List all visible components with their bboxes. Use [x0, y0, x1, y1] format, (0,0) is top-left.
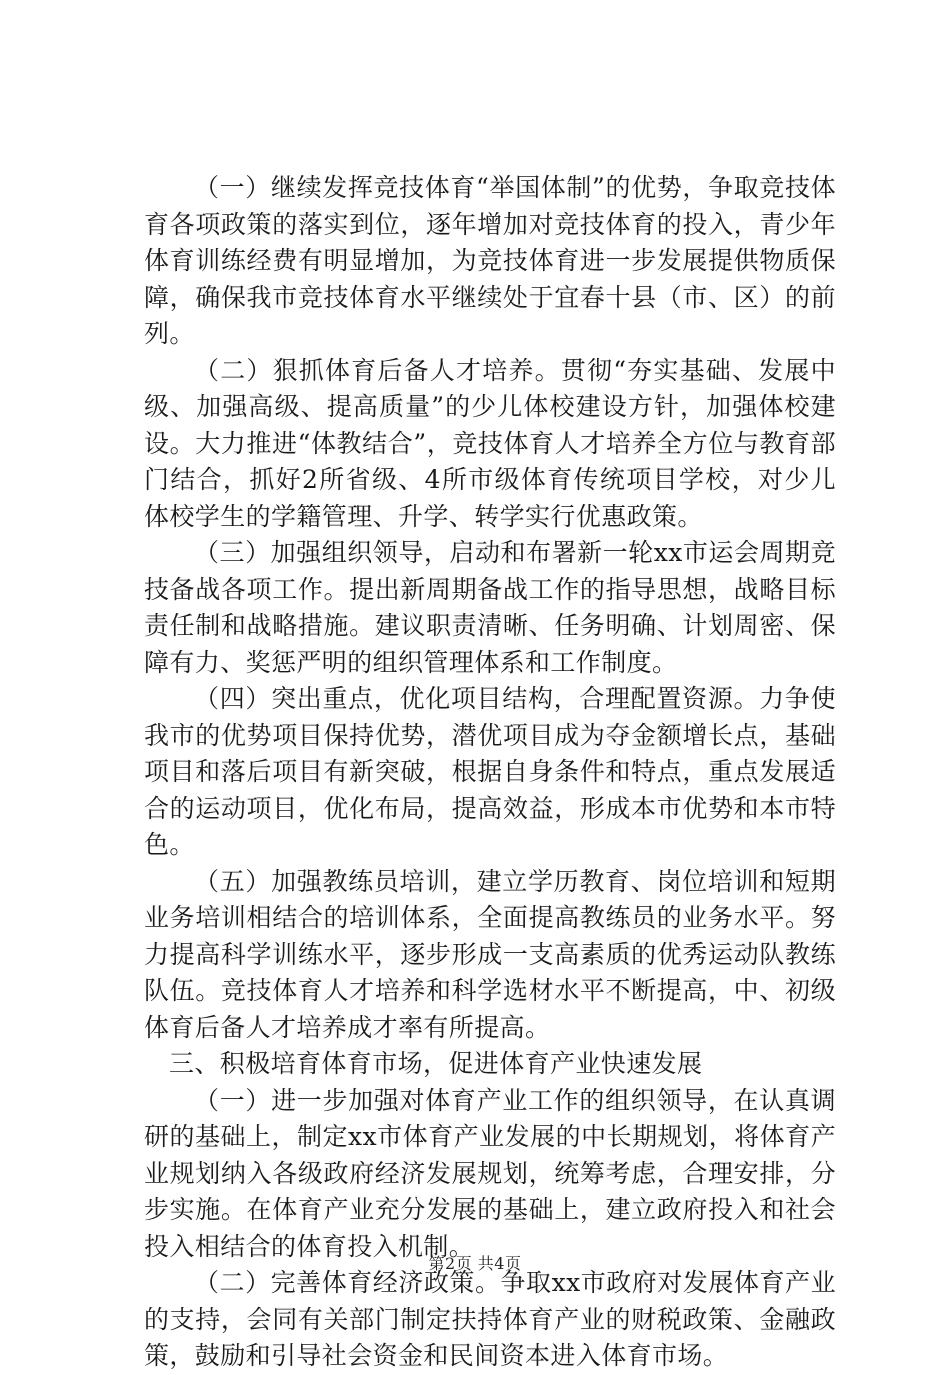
paragraph-sports-industry-leadership: （一）进一步加强对体育产业工作的组织领导，在认真调研的基础上，制定xx市体育产业发展的中长期规划，将体育产业规划纳入各级政府经济发展规划，统筹考虑，合理安排，分步实施。在体育产业充分发展的基础上，建立政府投入和社会投入相结合的体育投入机制。 — [144, 1085, 836, 1261]
document-body — [144, 170, 836, 1375]
paragraph-organization-leadership: （三）加强组织领导，启动和布署新一轮xx市运会周期竞技备战各项工作。提出新周期备战工作的指导思想，战略目标责任制和战略措施。建议职责清晰、任务明确、计划周密、保障有力、奖惩严明的组织管理体系和工作制度。 — [144, 538, 836, 677]
paragraph-competitive-sports-system: （一）继续发挥竞技体育“举国体制”的优势，争取竞技体育各项政策的落实到位，逐年增加对竞技体育的投入，青少年体育训练经费有明显增加，为竞技体育进一步发展提供物质保障，确保我市竞技体育水平继续处于宜春十县（市、区）的前列。 — [144, 173, 836, 348]
paragraph-coach-training: （五）加强教练员培训，建立学历教育、岗位培训和短期业务培训相结合的培训体系，全面提高教练员的业务水平。努力提高科学训练水平，逐步形成一支高素质的优秀运动队教练队伍。竞技体育人才培养和科学选材水平不断提高，中、初级体育后备人才培养成才率有所提高。 — [144, 866, 836, 1042]
section-heading-sports-market: 三、积极培育体育市场，促进体育产业快速发展 — [169, 1049, 703, 1078]
paragraph-reserve-talent-training: （二）狠抓体育后备人才培养。贯彻“夯实基础、发展中级、加强高级、提高质量”的少儿体校建设方针，加强体校建设。大力推进“体教结合”，竞技体育人才培养全方位与教育部门结合，抓好2所省级、4所市级体育传统项目学校，对少儿体校学生的学籍管理、升学、转学实行优惠政策。 — [144, 355, 836, 531]
paragraph-sports-economic-policy: （二）完善体育经济政策。争取xx市政府对发展体育产业的支持，会同有关部门制定扶持体育产业的财税政策、金融政策，鼓励和引导社会资金和民间资本进入体育市场。 — [144, 1268, 836, 1370]
page-number-footer: 第2页 共4页 — [428, 1254, 522, 1273]
paragraph-project-structure: （四）突出重点，优化项目结构，合理配置资源。力争使我市的优势项目保持优势，潜优项目成为夺金额增长点，基础项目和落后项目有新突破，根据自身条件和特点，重点发展适合的运动项目，优化布局，提高效益，形成本市优势和本市特色。 — [144, 684, 836, 859]
